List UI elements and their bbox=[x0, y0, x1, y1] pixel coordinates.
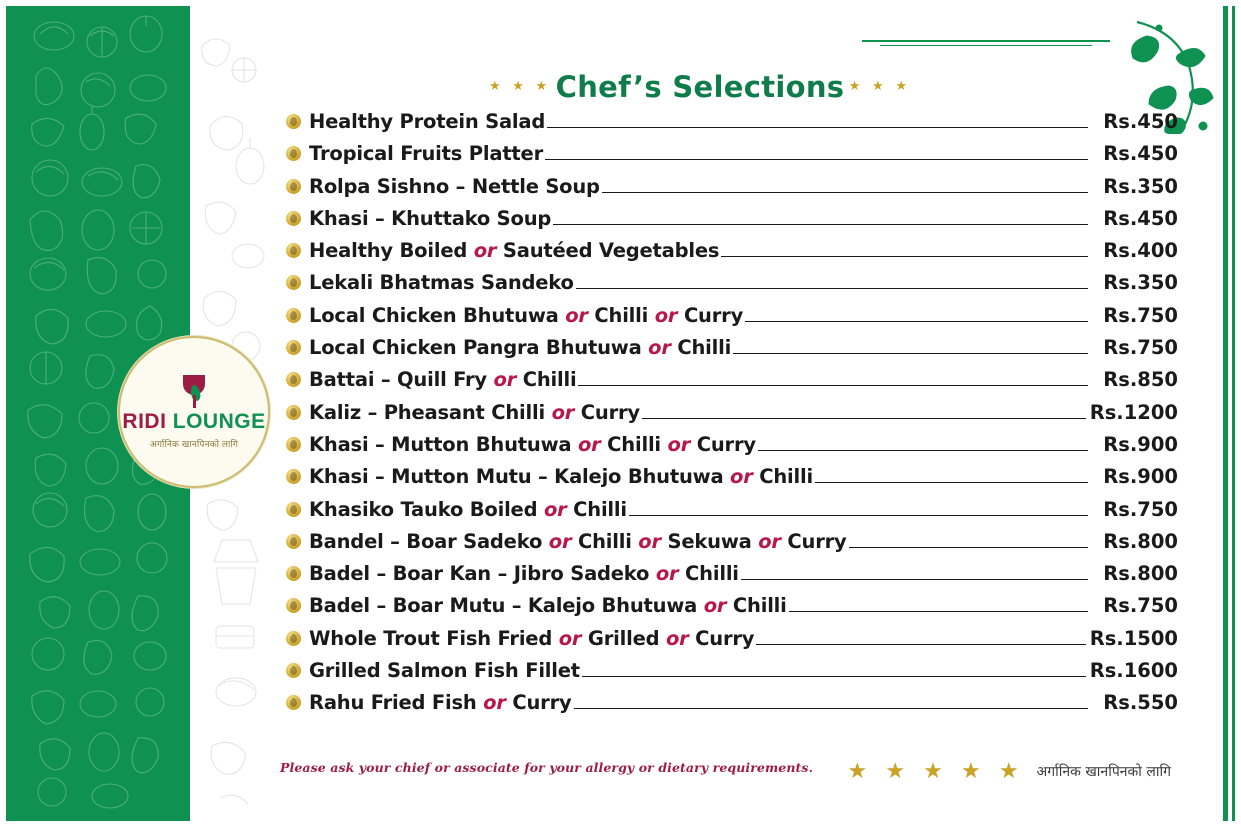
menu-item-name: Kaliz – Pheasant Chilli or Curry bbox=[309, 400, 640, 424]
menu-item-name: Local Chicken Pangra Bhutuwa or Chilli bbox=[309, 336, 732, 360]
menu-bullet-icon bbox=[286, 631, 301, 646]
dotted-leader bbox=[745, 321, 1088, 322]
menu-item-price: Rs.750 bbox=[1103, 594, 1178, 618]
menu-bullet-icon bbox=[286, 502, 301, 517]
menu-item-name: Bandel – Boar Sadeko or Chilli or Sekuwa or Curry bbox=[309, 529, 847, 553]
menu-item-price: Rs.900 bbox=[1103, 465, 1178, 489]
header-rule-top bbox=[862, 40, 1110, 42]
menu-item-price: Rs.550 bbox=[1103, 691, 1178, 715]
menu-bullet-icon bbox=[286, 211, 301, 226]
menu-item-price: Rs.750 bbox=[1103, 336, 1178, 360]
menu-bullet-icon bbox=[286, 437, 301, 452]
menu-item-row bbox=[286, 691, 1178, 723]
dotted-leader bbox=[547, 127, 1088, 128]
dotted-leader bbox=[758, 450, 1088, 451]
menu-item-price: Rs.850 bbox=[1103, 368, 1178, 392]
menu-bullet-icon bbox=[286, 534, 301, 549]
dotted-leader bbox=[849, 547, 1088, 548]
menu-item-price: Rs.450 bbox=[1103, 110, 1178, 133]
menu-item-row bbox=[286, 110, 1178, 142]
header-stars-left: ★ ★ ★ bbox=[489, 78, 552, 93]
menu-bullet-icon bbox=[286, 372, 301, 387]
menu-bullet-icon bbox=[286, 340, 301, 355]
footer-stars: ★ ★ ★ ★ ★ bbox=[847, 758, 1025, 783]
menu-item-price: Rs.350 bbox=[1103, 271, 1178, 295]
dotted-leader bbox=[642, 418, 1086, 419]
menu-item-price: Rs.900 bbox=[1103, 432, 1178, 456]
dotted-leader bbox=[756, 644, 1085, 645]
menu-item-price: Rs.1500 bbox=[1089, 626, 1178, 650]
menu-bullet-icon bbox=[286, 663, 301, 678]
menu-item-name: Healthy Protein Salad bbox=[309, 110, 546, 133]
menu-item-row bbox=[286, 207, 1178, 239]
right-green-bar-inner bbox=[1232, 6, 1235, 821]
menu-bullet-icon bbox=[286, 405, 301, 420]
menu-item-row bbox=[286, 498, 1178, 530]
menu-item-row bbox=[286, 239, 1178, 271]
header-title-text: Chef’s Selections bbox=[555, 70, 845, 104]
menu-item-row bbox=[286, 465, 1178, 497]
menu-item-row bbox=[286, 336, 1178, 368]
dotted-leader bbox=[553, 224, 1088, 225]
menu-item-name: Badel – Boar Mutu – Kalejo Bhutuwa or Chilli bbox=[309, 594, 787, 618]
footer-right-group bbox=[847, 758, 1171, 784]
menu-item-row bbox=[286, 368, 1178, 400]
menu-item-name: Local Chicken Bhutuwa or Chilli or Curry bbox=[309, 303, 744, 327]
menu-bullet-icon bbox=[286, 566, 301, 581]
menu-item-name: Lekali Bhatmas Sandeko bbox=[309, 271, 574, 295]
menu-item-price: Rs.1200 bbox=[1089, 400, 1178, 424]
menu-item-row bbox=[286, 175, 1178, 207]
menu-item-row bbox=[286, 142, 1178, 174]
menu-bullet-icon bbox=[286, 146, 301, 161]
menu-item-price: Rs.450 bbox=[1103, 142, 1178, 166]
page-title bbox=[280, 70, 1120, 104]
menu-item-price: Rs.450 bbox=[1103, 206, 1178, 230]
menu-item-name: Healthy Boiled or Sautéed Vegetables bbox=[309, 239, 720, 263]
menu-item-name: Whole Trout Fish Fried or Grilled or Curry bbox=[309, 626, 755, 650]
footer-tagline: अर्गानिक खानपिनको लागि bbox=[1036, 763, 1171, 780]
logo-tagline: अर्गानिक खानपिनको लागि bbox=[149, 438, 239, 449]
menu-item-name: Khasiko Tauko Boiled or Chilli bbox=[309, 497, 627, 521]
menu-bullet-icon bbox=[286, 308, 301, 323]
logo-word-ridi: RIDI bbox=[122, 409, 167, 433]
menu-item-row bbox=[286, 562, 1178, 594]
menu-item-name: Khasi – Mutton Bhutuwa or Chilli or Curry bbox=[309, 432, 756, 456]
menu-item-row bbox=[286, 271, 1178, 303]
menu-item-row bbox=[286, 530, 1178, 562]
menu-item-list bbox=[286, 110, 1178, 724]
dotted-leader bbox=[741, 579, 1088, 580]
dotted-leader bbox=[721, 256, 1088, 257]
menu-item-price: Rs.1600 bbox=[1089, 659, 1178, 683]
dotted-leader bbox=[733, 353, 1088, 354]
menu-item-name: Badel – Boar Kan – Jibro Sadeko or Chilli bbox=[309, 562, 739, 586]
dotted-leader bbox=[582, 676, 1086, 677]
dotted-leader bbox=[574, 708, 1088, 709]
menu-item-name: Khasi – Khuttako Soup bbox=[309, 206, 552, 230]
menu-bullet-icon bbox=[286, 179, 301, 194]
menu-bullet-icon bbox=[286, 243, 301, 258]
menu-item-row bbox=[286, 659, 1178, 691]
dotted-leader bbox=[629, 515, 1088, 516]
logo-wordmark bbox=[122, 411, 265, 432]
menu-item-row bbox=[286, 627, 1178, 659]
menu-item-name: Grilled Salmon Fish Fillet bbox=[309, 659, 580, 683]
menu-item-price: Rs.750 bbox=[1103, 497, 1178, 521]
right-green-bar-outer bbox=[1223, 6, 1228, 821]
logo-word-lounge: LOUNGE bbox=[172, 409, 266, 433]
menu-bullet-icon bbox=[286, 275, 301, 290]
menu-item-price: Rs.400 bbox=[1103, 239, 1178, 263]
menu-item-price: Rs.350 bbox=[1103, 174, 1178, 198]
header-rule-bottom bbox=[880, 45, 1092, 46]
menu-item-name: Tropical Fruits Platter bbox=[309, 142, 543, 166]
menu-item-name: Rahu Fried Fish or Curry bbox=[309, 691, 572, 715]
menu-item-price: Rs.800 bbox=[1103, 562, 1178, 586]
menu-bullet-icon bbox=[286, 695, 301, 710]
menu-item-name: Battai – Quill Fry or Chilli bbox=[309, 368, 577, 392]
dotted-leader bbox=[602, 192, 1088, 193]
dotted-leader bbox=[815, 482, 1088, 483]
menu-item-row bbox=[286, 433, 1178, 465]
menu-item-row bbox=[286, 594, 1178, 626]
logo-badge bbox=[118, 336, 270, 488]
dotted-leader bbox=[578, 385, 1088, 386]
menu-item-price: Rs.800 bbox=[1103, 529, 1178, 553]
menu-item-row bbox=[286, 304, 1178, 336]
dotted-leader bbox=[545, 159, 1088, 160]
allergy-note: Please ask your chief or associate for your allergy or dietary requirements. bbox=[280, 760, 814, 775]
menu-bullet-icon bbox=[286, 469, 301, 484]
menu-bullet-icon bbox=[286, 114, 301, 129]
menu-item-price: Rs.750 bbox=[1103, 303, 1178, 327]
menu-item-name: Khasi – Mutton Mutu – Kalejo Bhutuwa or Chilli bbox=[309, 465, 813, 489]
dotted-leader bbox=[789, 611, 1088, 612]
menu-bullet-icon bbox=[286, 598, 301, 613]
dotted-leader bbox=[576, 288, 1088, 289]
wine-glass-leaf-logo-icon bbox=[177, 375, 211, 409]
menu-item-name: Rolpa Sishno – Nettle Soup bbox=[309, 174, 600, 198]
header-stars-right: ★ ★ ★ bbox=[848, 78, 911, 93]
menu-item-row bbox=[286, 401, 1178, 433]
